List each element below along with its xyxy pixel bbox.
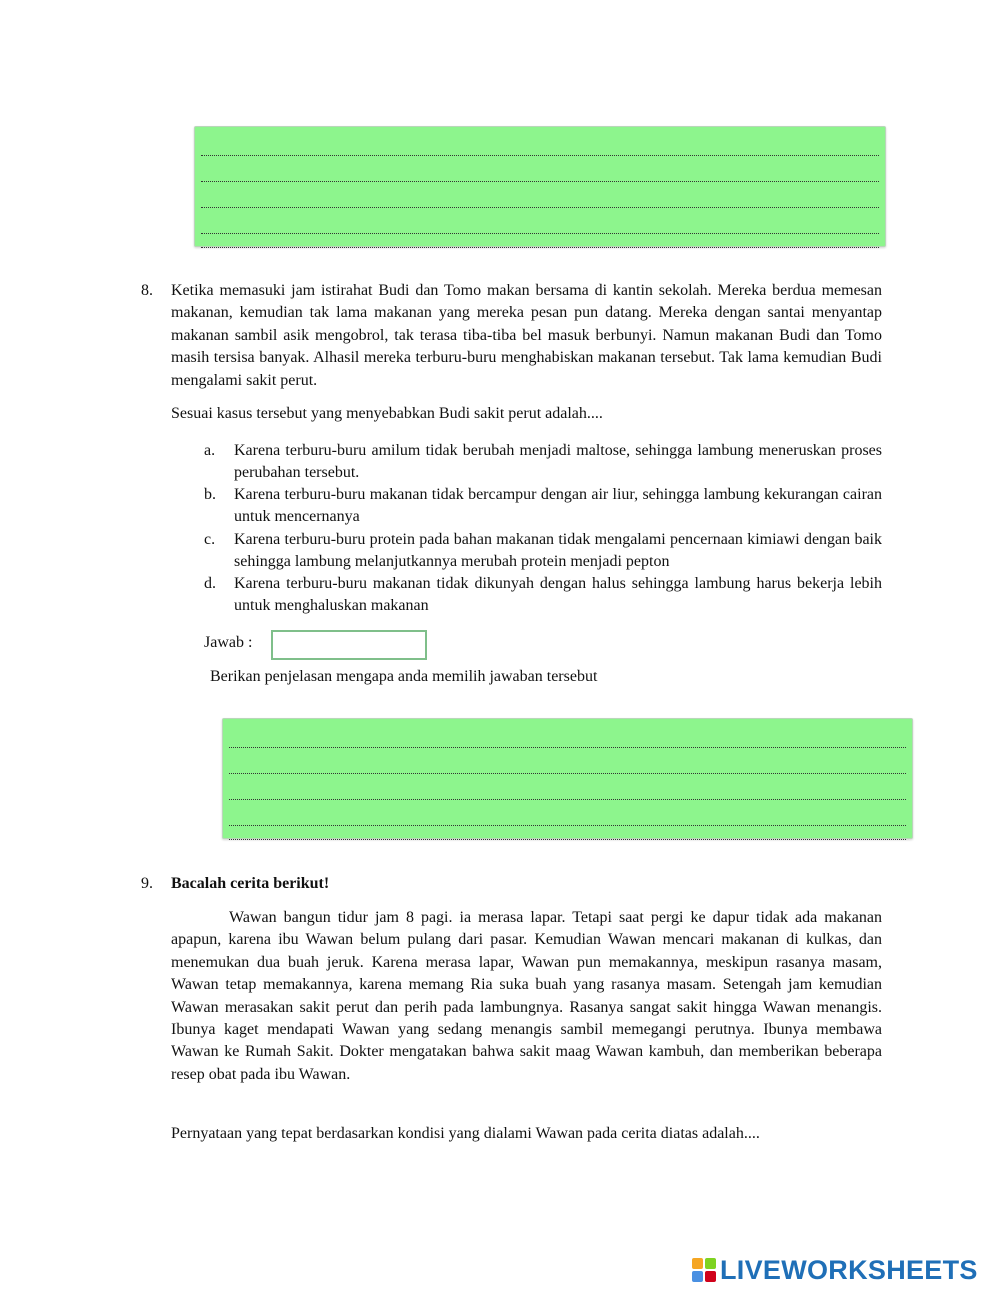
dotted-line: [229, 722, 906, 748]
option-a-letter: a.: [204, 442, 216, 459]
dotted-line: [229, 774, 906, 800]
dotted-line: [229, 800, 906, 826]
option-d-text: Karena terburu-buru makanan tidak dikunyah dengan halus sehingga lambung harus bekerja lebih untuk menghaluskan makanan: [234, 575, 882, 615]
option-d-letter: d.: [204, 575, 216, 592]
dotted-line: [201, 130, 879, 156]
question-9-story: Wawan bangun tidur jam 8 pagi. ia merasa lapar. Tetapi saat pergi ke dapur tidak ada makanan apapun, karena ibu Wawan belum pulang dari pasar. Kemudian Wawan mencari makanan di kulkas, dan menemukan dua buah jeruk. Karena merasa lapar, Wawan pun memakannya, meskipun rasanya masam, Wawan tetap memakannya, karena memang Ria suka buah yang rasanya masam. Setengah jam kemudian Wawan merasakan sakit perut dan perih pada lambungnya. Rasanya sangat sakit hingga Wawan menangis. Ibunya kaget mendapati Wawan yang sedang menangis sambil memegangi perutnya. Ibunya membawa Wawan ke Rumah Sakit. Dokter mengatakan bahwa sakit maag Wawan kambuh, dan memberikan beberapa resep obat pada ibu Wawan.: [171, 909, 882, 1083]
question-8-number: 8.: [141, 282, 153, 299]
option-b-letter: b.: [204, 486, 216, 503]
answer-input-q8[interactable]: [271, 630, 427, 660]
dotted-line: [229, 826, 906, 840]
question-9-number: 9.: [141, 875, 153, 892]
dotted-line: [201, 208, 879, 234]
question-9-heading: Bacalah cerita berikut!: [171, 875, 330, 892]
explain-prompt: Berikan penjelasan mengapa anda memilih jawaban tersebut: [210, 668, 598, 685]
question-8-paragraph: Ketika memasuki jam istirahat Budi dan Tomo makan bersama di kantin sekolah. Mereka berdua memesan makanan, kemudian tak lama makanan yang mereka pesan pun datang. Mereka dengan santai menyantap makanan sambil asik mengobrol, tak terasa tiba-tiba bel masuk berbunyi. Namun makanan Budi dan Tomo masih tersisa banyak. Alhasil mereka terburu-buru menghabiskan makanan tersebut. Tak lama kemudian Budi mengalami sakit perut.: [171, 282, 882, 389]
question-9-prompt: Pernyataan yang tepat berdasarkan kondisi yang dialami Wawan pada cerita diatas adalah....: [171, 1125, 760, 1142]
liveworksheets-logo: [692, 1254, 978, 1286]
dotted-line: [201, 234, 879, 248]
logo-text: LIVEWORKSHEETS: [720, 1254, 978, 1285]
question-8-prompt: Sesuai kasus tersebut yang menyebabkan Budi sakit perut adalah....: [171, 405, 603, 422]
option-c-letter: c.: [204, 531, 216, 548]
option-c-text: Karena terburu-buru protein pada bahan makanan tidak mengalami pencernaan kimiawi dengan baik sehingga lambung melanjutkannya merubah protein menjadi pepton: [234, 531, 882, 571]
dotted-line: [201, 182, 879, 208]
option-a-text: Karena terburu-buru amilum tidak berubah menjadi maltose, sehingga lambung meneruskan proses perubahan tersebut.: [234, 442, 882, 482]
dotted-line: [201, 156, 879, 182]
dotted-line: [229, 748, 906, 774]
answer-textbox-q7[interactable]: [194, 126, 886, 247]
option-b-text: Karena terburu-buru makanan tidak bercampur dengan air liur, sehingga lambung kekurangan cairan untuk mencernanya: [234, 486, 882, 526]
answer-textbox-q8[interactable]: [222, 718, 913, 839]
logo-mark-icon: [692, 1258, 716, 1282]
answer-label: Jawab :: [204, 634, 253, 651]
